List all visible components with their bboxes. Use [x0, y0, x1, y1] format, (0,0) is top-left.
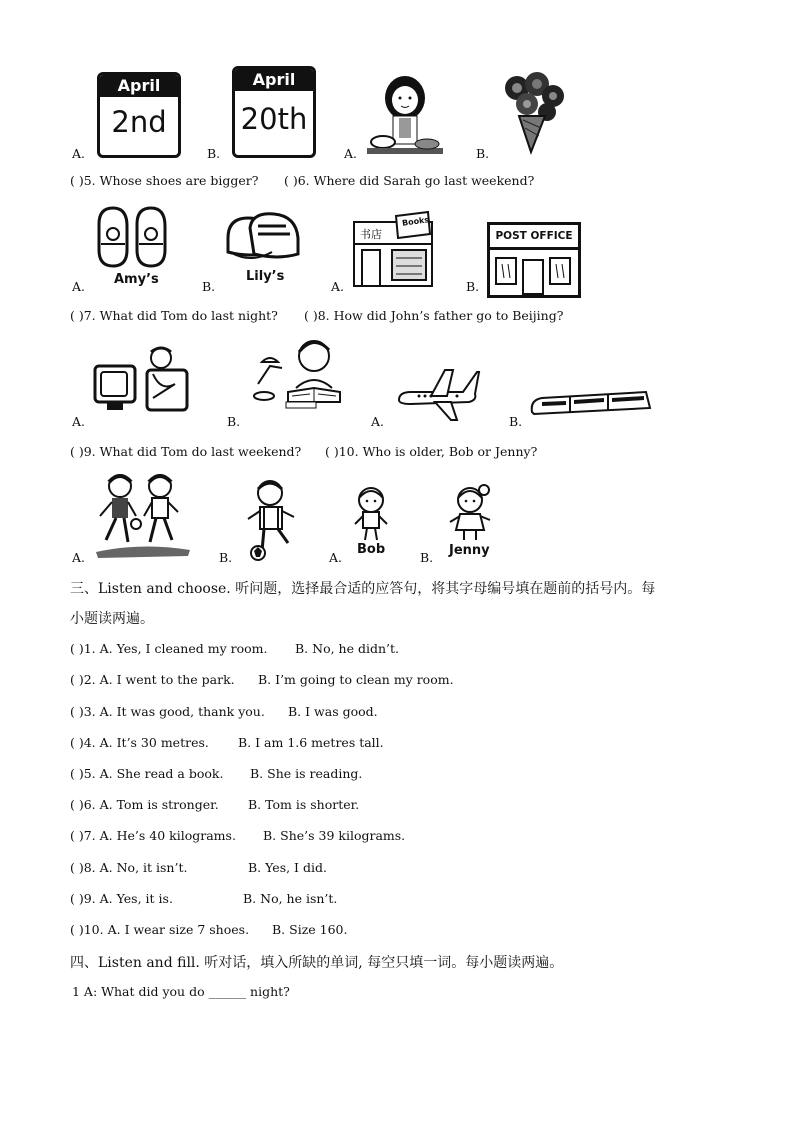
train-icon — [530, 390, 652, 418]
option-label: A. — [72, 414, 86, 429]
option-b: B. I was good. — [288, 704, 378, 719]
boy-bob-icon — [351, 486, 391, 542]
list-item — [70, 735, 209, 750]
boys-playing-basketball-icon — [92, 472, 192, 558]
caption-lilys: Lily’s — [246, 269, 285, 284]
option-a: A. I wear size 7 shoes. — [107, 922, 250, 937]
list-item — [70, 766, 223, 781]
option-b: B. No, he isn’t. — [243, 891, 338, 906]
option-label: B. — [509, 414, 523, 429]
watching-tv-icon — [93, 344, 193, 414]
option-a: A. He’s 40 kilograms. — [99, 828, 236, 843]
option-a: A. No, it isn’t. — [99, 860, 188, 875]
option-b: B. She is reading. — [250, 766, 363, 781]
option-a: A. Yes, I cleaned my room. — [99, 641, 268, 656]
option-label: A. — [331, 279, 345, 294]
section-3-heading-cont: 小题读两遍。 — [70, 611, 154, 627]
list-item — [70, 891, 173, 906]
list-item — [70, 828, 236, 843]
option-a: A. It was good, thank you. — [99, 704, 265, 719]
airplane-icon — [395, 366, 479, 422]
option-label: A. — [72, 146, 86, 161]
option-label: B. — [476, 146, 490, 161]
option-label: A. — [72, 550, 86, 565]
calendar-day: 2nd — [111, 105, 167, 139]
item-number: ( )9. — [70, 891, 96, 906]
option-label: A. — [72, 279, 86, 294]
calendar-april-20th — [232, 66, 316, 158]
section-4-item-1: 1 A: What did you do ______ night? — [72, 984, 290, 999]
calendar-day: 20th — [240, 102, 308, 136]
post-office-icon — [487, 222, 581, 298]
item-number: ( )4. — [70, 735, 96, 750]
option-label: A. — [329, 550, 343, 565]
bookstore-icon — [352, 212, 434, 288]
list-item — [70, 922, 249, 937]
girl-cooking-icon — [365, 70, 445, 158]
question-7: ( )7. What did Tom do last night? — [70, 308, 278, 323]
bookstore-books-sign: Books — [401, 215, 430, 228]
option-a: A. I went to the park. — [99, 672, 235, 687]
bookstore-sign: 书店 — [360, 228, 382, 241]
option-label: B. — [202, 279, 216, 294]
section-3-heading: 三、Listen and choose. 听问题，选择最合适的应答句，将其字母编号填在题前的括号内。每 — [70, 581, 656, 597]
option-label: A. — [344, 146, 358, 161]
calendar-month: April — [235, 69, 313, 91]
post-office-sign: POST OFFICE — [490, 225, 578, 250]
section-4-heading: 四、Listen and fill. 听对话，填入所缺的单词, 每空只填一词。每小题读两遍。 — [70, 955, 564, 971]
sandals-amy-icon — [93, 204, 175, 274]
calendar-april-2nd — [97, 72, 181, 158]
option-b: B. She’s 39 kilograms. — [263, 828, 406, 843]
option-a: A. Yes, it is. — [99, 891, 173, 906]
question-5: ( )5. Whose shoes are bigger? — [70, 173, 259, 188]
option-b: B. Tom is shorter. — [248, 797, 360, 812]
list-item — [70, 797, 219, 812]
post-office-facade-icon — [490, 250, 578, 294]
flower-bouquet-icon — [497, 70, 569, 154]
option-b: B. I’m going to clean my room. — [258, 672, 454, 687]
list-item — [70, 860, 187, 875]
item-number: ( )3. — [70, 704, 96, 719]
option-label: B. — [227, 414, 241, 429]
question-8: ( )8. How did John’s father go to Beijing? — [304, 308, 564, 323]
item-number: ( )2. — [70, 672, 96, 687]
option-a: A. Tom is stronger. — [99, 797, 219, 812]
calendar-month: April — [100, 75, 178, 97]
list-item — [70, 704, 265, 719]
option-a: A. She read a book. — [99, 766, 224, 781]
reading-book-icon — [250, 338, 342, 410]
list-item — [70, 672, 235, 687]
option-b: B. Size 160. — [272, 922, 348, 937]
item-number: ( )7. — [70, 828, 96, 843]
option-label: B. — [207, 146, 221, 161]
option-label: B. — [420, 550, 434, 565]
option-b: B. I am 1.6 metres tall. — [238, 735, 384, 750]
question-6: ( )6. Where did Sarah go last weekend? — [284, 173, 535, 188]
option-label: B. — [219, 550, 233, 565]
option-b: B. No, he didn’t. — [295, 641, 399, 656]
option-a: A. It’s 30 metres. — [99, 735, 209, 750]
boy-playing-football-icon — [244, 479, 298, 561]
option-b: B. Yes, I did. — [248, 860, 327, 875]
question-9: ( )9. What did Tom do last weekend? — [70, 444, 302, 459]
option-label: B. — [466, 279, 480, 294]
caption-amys: Amy’s — [114, 272, 159, 287]
item-number: ( )1. — [70, 641, 96, 656]
caption-bob: Bob — [357, 542, 386, 557]
option-label: A. — [371, 414, 385, 429]
item-number: ( )5. — [70, 766, 96, 781]
item-number: ( )8. — [70, 860, 96, 875]
item-number: ( )10. — [70, 922, 104, 937]
caption-jenny: Jenny — [449, 543, 490, 558]
question-10: ( )10. Who is older, Bob or Jenny? — [325, 444, 538, 459]
item-number: ( )6. — [70, 797, 96, 812]
sneakers-lily-icon — [224, 208, 304, 270]
girl-jenny-icon — [448, 484, 494, 542]
list-item — [70, 641, 267, 656]
